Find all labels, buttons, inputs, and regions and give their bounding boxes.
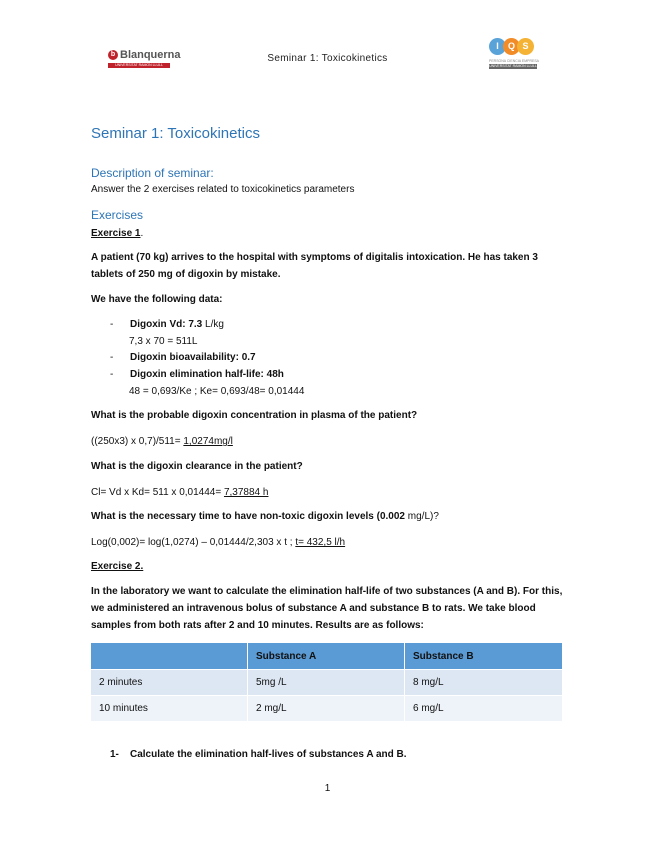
- data-intro: We have the following data:: [91, 294, 223, 305]
- table-row: 2 minutes 5mg /L 8 mg/L: [91, 670, 563, 696]
- running-header: Seminar 1: Toxicokinetics: [267, 53, 388, 64]
- list-item-half-life: - Digoxin elimination half-life: 48h: [110, 369, 284, 380]
- table-header-row: Substance A Substance B: [91, 643, 563, 670]
- exercise-2-question-1: 1- Calculate the elimination half-lives of substances A and B.: [110, 749, 407, 760]
- exercise-1-intro: A patient (70 kg) arrives to the hospital with symptoms of digitalis intoxication. He has taken 3 tablets of 250 mg of digoxin by mistake.: [91, 252, 538, 280]
- table-row: 10 minutes 2 mg/L 6 mg/L: [91, 696, 563, 722]
- document-title: Seminar 1: Toxicokinetics: [91, 125, 260, 142]
- answer-3: Log(0,002)= log(1,0274) – 0,01444/2,303 x t ; t= 432,5 l/h: [91, 537, 346, 548]
- description-heading: Description of seminar:: [91, 166, 214, 180]
- description-text: Answer the 2 exercises related to toxicokinetics parameters: [91, 184, 355, 195]
- exercise-2-intro: In the laboratory we want to calculate the elimination half-life of two substances (A and B). For this, we administered an intravenous bolus of substance A and substance B to rats. We take blood samples from both rats after 2 and 10 minutes. Results are as follows:: [91, 586, 563, 631]
- list-item-vd: - Digoxin Vd: 7.3 L/kg: [110, 319, 224, 330]
- list-item-bioavailability: - Digoxin bioavailability: 0.7: [110, 352, 256, 363]
- question-2: What is the digoxin clearance in the patient?: [91, 461, 303, 472]
- half-life-calculation: 48 = 0,693/Ke ; Ke= 0,693/48= 0,01444: [129, 386, 305, 397]
- question-1: What is the probable digoxin concentration in plasma of the patient?: [91, 410, 418, 421]
- exercise-1-label: Exercise 1.: [91, 228, 144, 239]
- exercises-heading: Exercises: [91, 208, 144, 222]
- results-table: [91, 643, 563, 721]
- exercise-2-label: Exercise 2.: [91, 561, 144, 572]
- answer-1: ((250x3) x 0,7)/511= 1,0274mg/l: [91, 436, 233, 447]
- vd-calculation: 7,3 x 70 = 511L: [129, 336, 198, 347]
- question-3: What is the necessary time to have non-toxic digoxin levels (0.002 mg/L)?: [91, 511, 439, 522]
- blanquerna-mark-icon: b: [108, 50, 118, 60]
- page-number: 1: [324, 783, 331, 794]
- blanquerna-logo: b Blanquerna UNIVERSITAT RAMON LLULL: [108, 49, 181, 68]
- iqs-logo: I Q S PERSONA CIENCIA EMPRESA UNIVERSITAT RAMON LLULL: [489, 38, 537, 69]
- answer-2: Cl= Vd x Kd= 511 x 0,01444= 7,37884 h: [91, 487, 269, 498]
